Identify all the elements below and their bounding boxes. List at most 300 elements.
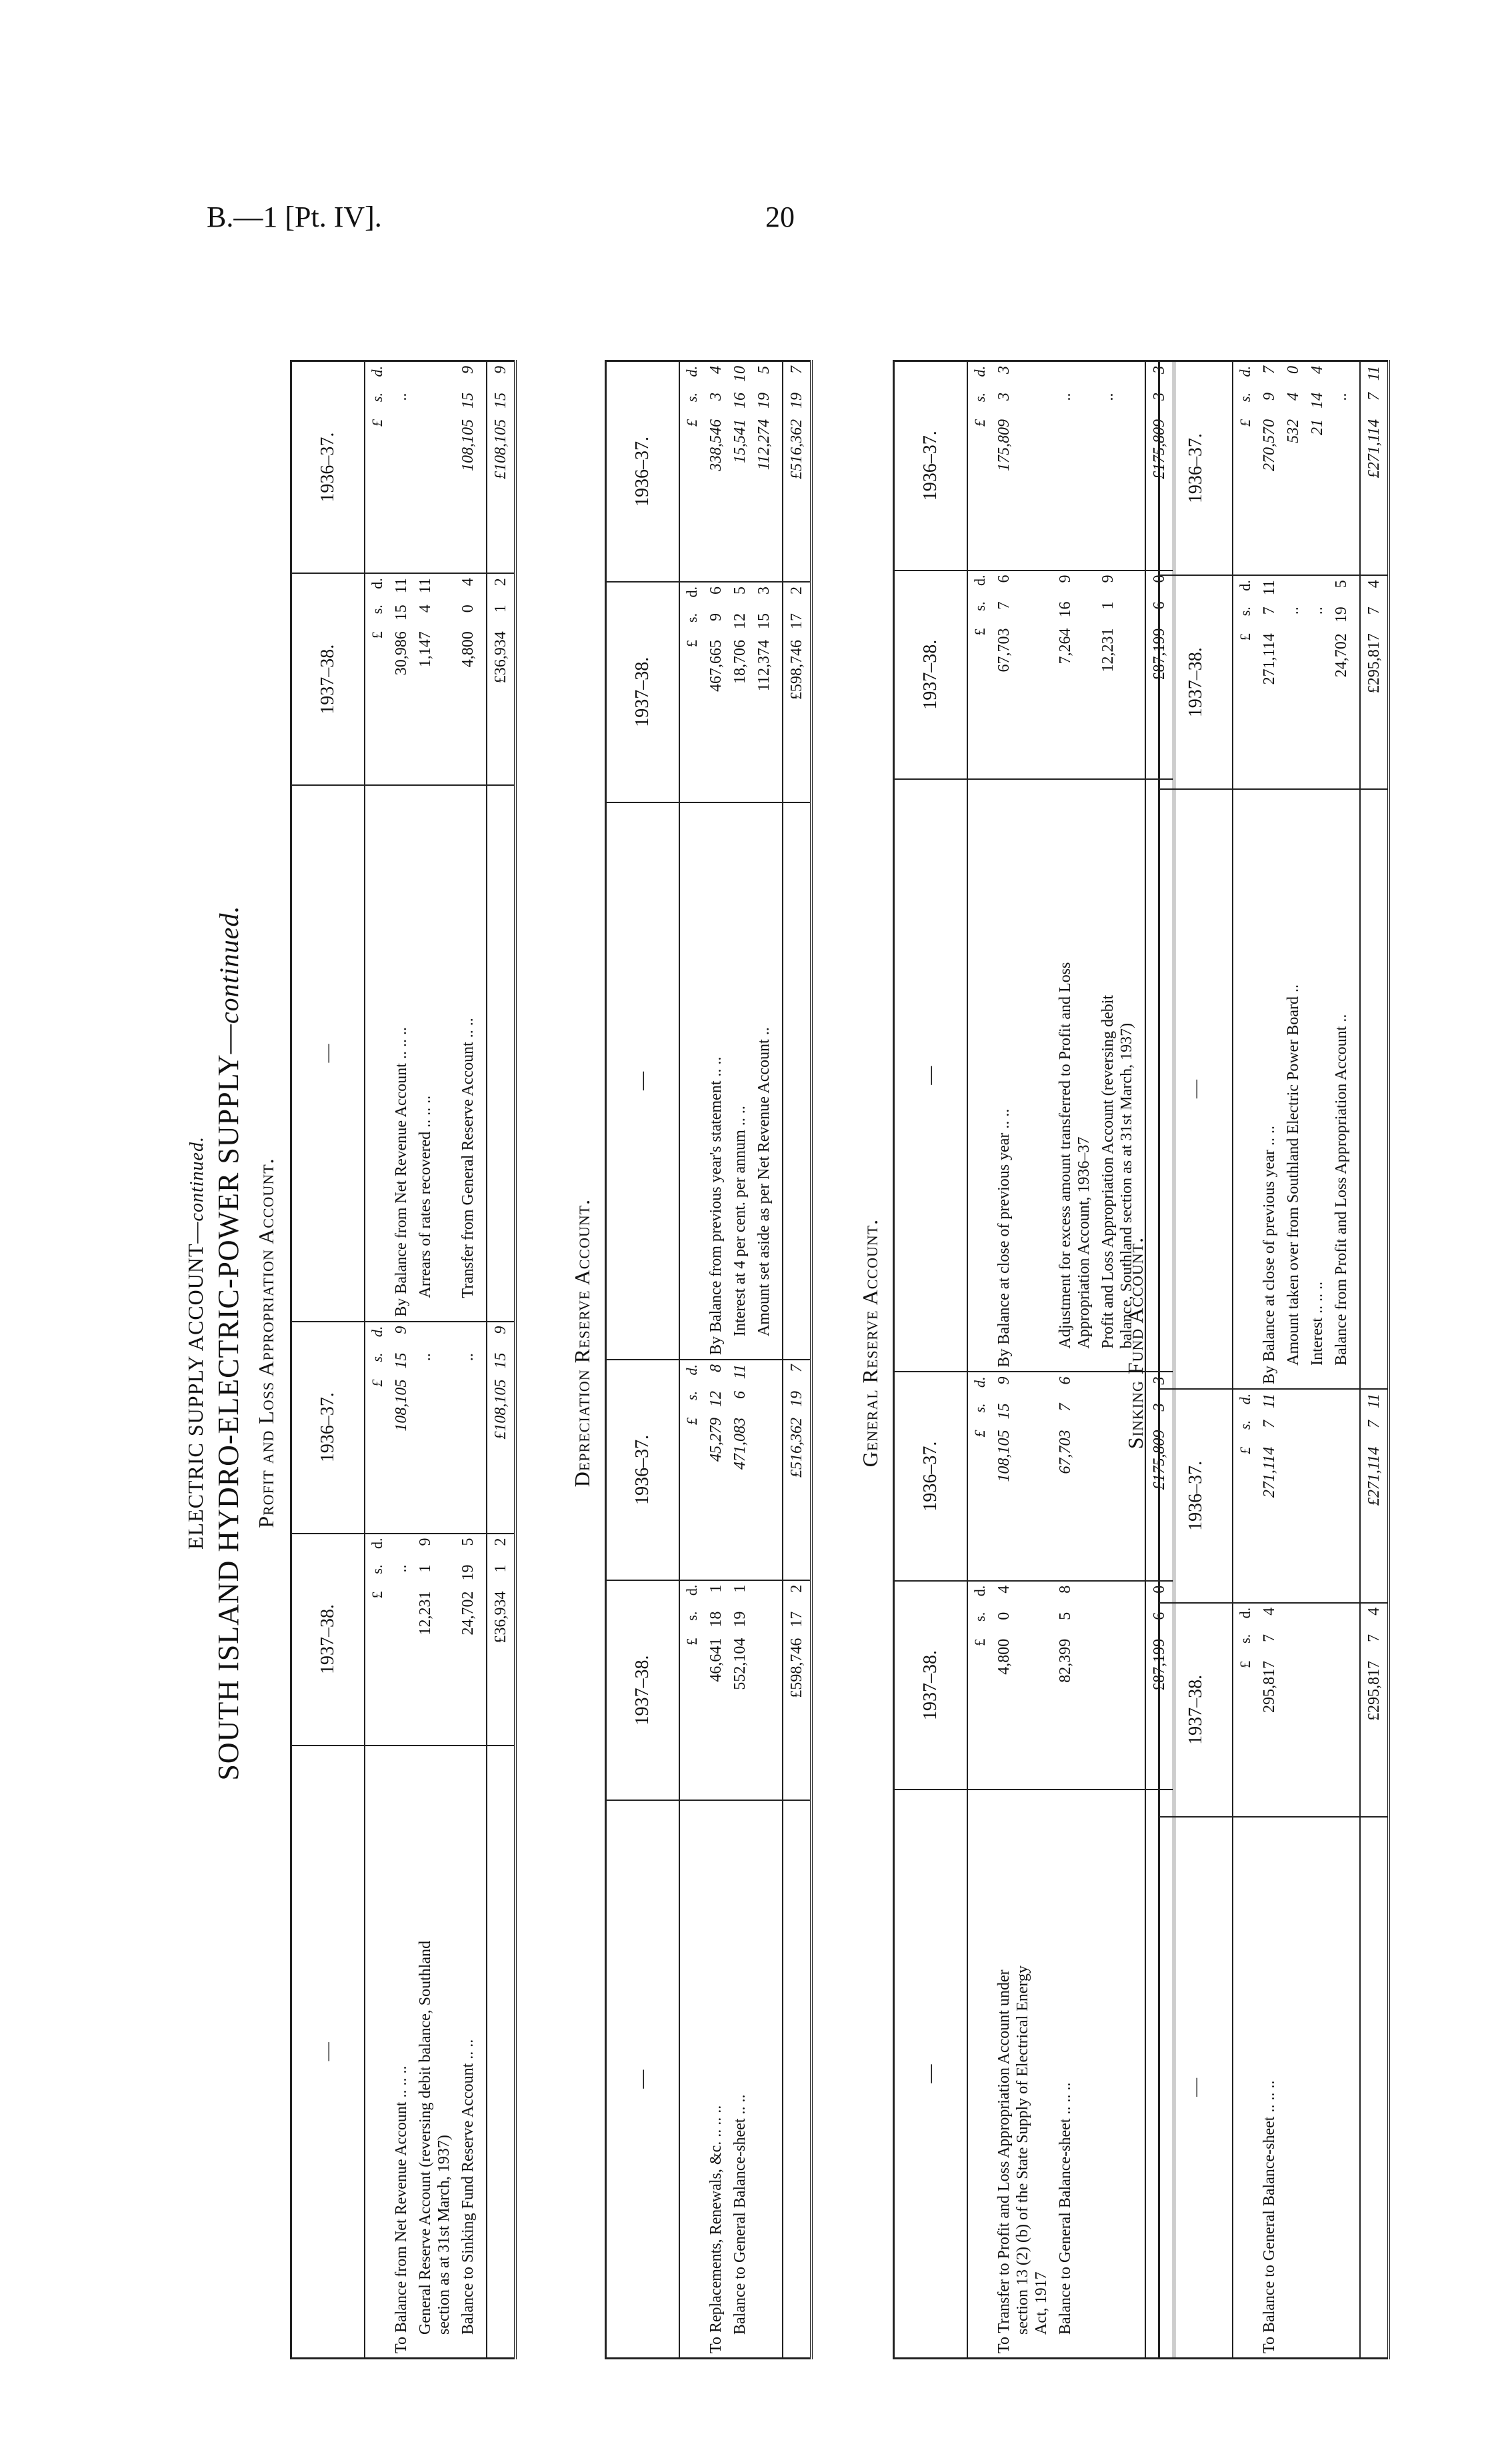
particulars-line: Adjustment for excess amount transferred to Profit and Loss (1057, 962, 1074, 1349)
amount-pence: 9 (1057, 575, 1074, 583)
unit-unit_l: £ (1237, 419, 1253, 427)
amount-pounds: 67,703 (1057, 1430, 1074, 1474)
amount-pence (1284, 580, 1303, 607)
credit-total-1937-38 (1360, 575, 1389, 789)
amount-pounds: 338,546 (707, 419, 725, 471)
unit-unit_l: £ (369, 419, 385, 427)
spacer (487, 1746, 515, 2359)
main-title (183, 327, 208, 2359)
particulars-line: section 13 (2) (b) of the State Supply of Electrical Energy (1014, 1965, 1031, 2335)
spacer (480, 573, 487, 785)
column-header-year2: 1936–37. (606, 1360, 680, 1580)
amount-pence: 4 (995, 1585, 1013, 1594)
amount-pence: 7 (788, 1364, 805, 1373)
unit-unit_l: £ (369, 631, 385, 639)
total-row (783, 361, 811, 2359)
amount-pounds: 7,264 (1057, 628, 1074, 664)
credit-total-1937-38 (783, 582, 811, 802)
particulars-credit (992, 779, 1053, 1372)
amount-shillings: 19 (788, 393, 805, 409)
subtitle (211, 327, 245, 2359)
particulars-line: Interest at 4 per cent. per annum .. .. (731, 1106, 749, 1337)
spacer (776, 1360, 783, 1580)
unit-unit_d: d. (971, 575, 988, 587)
credit-1936-37 (1257, 361, 1281, 576)
subtitle-italic: continued. (214, 905, 244, 1024)
table-profit-loss (290, 360, 517, 2359)
amount-pence (1099, 366, 1117, 393)
amount-pence: 9 (393, 1326, 410, 1334)
amount-shillings: 15 (492, 1352, 509, 1369)
column-header-year2: 1936–37. (291, 1322, 365, 1534)
debit-1936-37 (1053, 1372, 1096, 1580)
amount-shillings: 15 (393, 1352, 410, 1369)
column-header-year2: 1936–37. (1159, 361, 1233, 576)
spacer (776, 802, 783, 1360)
credit-total-1936-37 (1360, 361, 1389, 576)
credit-total-1936-37 (487, 361, 515, 574)
particulars-credit (1281, 789, 1305, 1389)
unit-unit_d: d. (369, 366, 385, 377)
particulars-line: Balance to General Balance-sheet .. .. .. (1057, 2082, 1074, 2335)
debit-total-1937-38 (1360, 1603, 1389, 1817)
column-header-row (606, 361, 680, 2359)
amount-pounds: 271,114 (1261, 633, 1278, 685)
credit-1936-37 (1305, 361, 1329, 576)
debit-1936-37 (728, 1360, 752, 1580)
amount-shillings: 19 (459, 1564, 477, 1581)
amount-pence (459, 1326, 477, 1353)
credit-1937-38 (1329, 575, 1353, 789)
unit-row (1233, 361, 1257, 2359)
subtitle-text: SOUTH ISLAND HYDRO-ELECTRIC-POWER SUPPLY— (212, 1024, 245, 1781)
debit-total-1936-37 (783, 1360, 811, 1580)
amount-pounds: 24,702 (1333, 633, 1350, 678)
unit-unit_d: d. (1237, 366, 1253, 377)
particulars-debit (456, 1746, 480, 2359)
amount-shillings: 4 (417, 605, 434, 613)
unit-unit_d: d. (1237, 1393, 1253, 1405)
spacer (480, 1322, 487, 1534)
amount-pounds: 18,706 (731, 639, 749, 684)
amount-pence: 11 (393, 578, 410, 594)
column-header-dash: — (606, 1800, 680, 2358)
spacer (752, 1360, 776, 1580)
amount-pounds: £271,114 (1365, 419, 1383, 479)
debit-1936-37 (704, 1360, 728, 1580)
amount-pounds: £295,817 (1365, 1660, 1383, 1721)
column-header-dash: — (291, 1746, 365, 2359)
amount-pounds (392, 419, 411, 493)
spacer (1360, 789, 1389, 1389)
unit-unit_d: d. (1237, 580, 1253, 591)
credit-1937-38 (704, 582, 728, 802)
amount-shillings: 12 (707, 1391, 725, 1408)
spacer (1353, 1603, 1360, 1817)
particulars-credit (1329, 789, 1353, 1389)
particulars-credit (1257, 789, 1281, 1389)
amount-pounds (1284, 633, 1303, 706)
unit-unit_d: d. (971, 1585, 988, 1597)
credit-1936-37 (413, 361, 456, 574)
amount-shillings: 15 (459, 393, 477, 409)
amount-pounds (1332, 419, 1351, 493)
debit-1936-37 (413, 1322, 456, 1534)
amount-shillings: 16 (731, 393, 749, 409)
column-header-dash: — (1159, 1817, 1233, 2359)
credit-1937-38 (456, 573, 480, 785)
amount-pence: 7 (1261, 366, 1278, 374)
amount-pence (1332, 366, 1351, 393)
amount-pounds: 112,374 (755, 639, 773, 692)
spacer (1353, 575, 1360, 789)
unit-unit_l: £ (971, 1430, 988, 1438)
debit-1937-38 (728, 1580, 752, 1801)
column-header-year1: 1937–38. (606, 582, 680, 802)
unit-unit_d: d. (971, 1376, 988, 1388)
amount-shillings: 6 (731, 1391, 749, 1400)
amount-shillings: .. (1099, 393, 1117, 401)
spacer (776, 361, 783, 582)
amount-pounds: £108,105 (492, 1379, 509, 1440)
amount-shillings: 1 (492, 1564, 509, 1573)
amount-pence: 5 (1333, 580, 1350, 589)
rotated-content (170, 327, 1383, 2359)
amount-shillings: .. (459, 1352, 477, 1361)
amount-pounds: 108,105 (393, 1379, 410, 1432)
amount-shillings: 17 (788, 613, 805, 629)
amount-pounds: 112,274 (755, 419, 773, 471)
credit-total-1937-38 (487, 573, 515, 785)
credit-1937-38 (1281, 575, 1305, 789)
spacer (1233, 789, 1257, 1389)
amount-shillings: 4 (1285, 393, 1302, 401)
unit-unit_d: d. (683, 1364, 700, 1376)
amount-shillings: 17 (788, 1611, 805, 1628)
unit-header (1233, 575, 1257, 789)
amount-pounds: 12,231 (1099, 628, 1117, 672)
page-code: B.—1 [Pt. IV]. (207, 201, 382, 233)
amount-shillings: 15 (393, 605, 410, 621)
amount-pounds: £36,934 (492, 631, 509, 684)
amount-shillings: 6 (1151, 601, 1168, 610)
amount-shillings: 3 (995, 393, 1013, 401)
column-header-row (894, 361, 968, 2359)
amount-shillings: 3 (1151, 393, 1168, 401)
spacer (480, 361, 487, 574)
amount-pence: 6 (1057, 1376, 1074, 1385)
amount-pounds: £108,105 (492, 419, 509, 479)
amount-pence: 4 (1261, 1607, 1278, 1616)
amount-pence: 0 (1151, 575, 1168, 583)
amount-pounds: 552,104 (731, 1638, 749, 1690)
amount-pence (392, 1538, 411, 1565)
amount-pounds (392, 1592, 411, 1665)
unit-unit_s: s. (683, 613, 700, 623)
amount-pounds: £516,362 (788, 419, 805, 479)
amount-pence: 10 (731, 366, 749, 382)
unit-unit_s: s. (683, 1611, 700, 1621)
table-row (1257, 361, 1281, 2359)
amount-pounds: 4,800 (459, 631, 477, 668)
unit-header (967, 1581, 992, 1790)
amount-shillings: 1 (417, 1564, 434, 1573)
amount-pence: 3 (995, 366, 1013, 374)
amount-shillings: .. (1333, 393, 1350, 401)
amount-pounds: 532 (1285, 419, 1302, 443)
spacer (365, 785, 389, 1321)
credit-1936-37 (992, 361, 1053, 571)
spacer (776, 1800, 783, 2358)
section-title-profit-loss: Profit and Loss Appropriation Account. (254, 1158, 278, 1528)
amount-pounds: £175,809 (1151, 1430, 1168, 1490)
credit-1937-38 (1053, 571, 1096, 779)
amount-pounds: 45,279 (707, 1418, 725, 1462)
amount-shillings: 5 (1057, 1612, 1074, 1620)
spacer (1281, 1603, 1305, 1817)
amount-pence (416, 1326, 435, 1353)
amount-pence: 2 (788, 586, 805, 595)
unit-unit_s: s. (683, 393, 700, 403)
unit-unit_d: d. (369, 1326, 385, 1338)
amount-pence: 9 (492, 1326, 509, 1334)
unit-row (365, 361, 389, 2359)
amount-pence: 4 (1365, 1607, 1383, 1616)
particulars-credit (389, 785, 413, 1321)
amount-shillings: 15 (995, 1403, 1013, 1420)
unit-header (679, 582, 704, 802)
amount-shillings: 7 (1261, 1634, 1278, 1642)
unit-header (967, 571, 992, 779)
debit-total-1936-37 (487, 1322, 515, 1534)
main-title-text: ELECTRIC SUPPLY ACCOUNT— (183, 1221, 207, 1550)
unit-unit_d: d. (683, 366, 700, 377)
unit-row (967, 361, 992, 2359)
column-header-dash: — (894, 779, 968, 1372)
particulars-line: To Balance to General Balance-sheet .. .. .. (1261, 2080, 1278, 2353)
unit-unit_l: £ (683, 1418, 700, 1426)
column-header-year1: 1937–38. (606, 1580, 680, 1801)
table-row (1053, 361, 1096, 2359)
amount-pence: 2 (492, 578, 509, 587)
unit-header (365, 1534, 389, 1746)
debit-1936-37 (389, 1322, 413, 1534)
unit-header (365, 361, 389, 574)
amount-pounds: 21 (1309, 419, 1326, 435)
column-header-year1: 1937–38. (894, 571, 968, 779)
section-title-depreciation: Depreciation Reserve Account. (570, 1198, 594, 1488)
unit-header (967, 1372, 992, 1580)
amount-pounds: 108,105 (459, 419, 477, 471)
credit-1936-37 (456, 361, 480, 574)
particulars-credit (456, 785, 480, 1321)
spacer (480, 785, 487, 1321)
particulars-credit (1053, 779, 1096, 1372)
debit-1937-38 (704, 1580, 728, 1801)
credit-total-1936-37 (783, 361, 811, 582)
amount-pence (1308, 580, 1327, 607)
particulars-line: Act, 1917 (1033, 2271, 1050, 2335)
particulars-debit (1053, 1790, 1096, 2358)
table-row (456, 361, 480, 2359)
column-header-dash: — (1159, 789, 1233, 1389)
unit-unit_s: s. (971, 393, 988, 403)
column-header-year1: 1937–38. (1159, 1603, 1233, 1817)
amount-pence: 11 (1261, 580, 1278, 596)
unit-header (679, 1580, 704, 1801)
unit-row (679, 361, 704, 2359)
spacer (1353, 789, 1360, 1389)
spacer (1353, 1817, 1360, 2359)
amount-pounds (1099, 419, 1117, 493)
amount-pounds: 108,105 (995, 1430, 1013, 1482)
table-row (1305, 361, 1329, 2359)
unit-unit_s: s. (1237, 607, 1253, 616)
amount-pounds (459, 1380, 477, 1453)
spacer (480, 1746, 487, 2359)
credit-1937-38 (1305, 575, 1329, 789)
spacer (1281, 1389, 1305, 1603)
amount-shillings: .. (1057, 393, 1074, 401)
particulars-line: Transfer from General Reserve Account .. .. (459, 1018, 477, 1298)
amount-pence: 9 (417, 1538, 434, 1546)
amount-pounds: 30,986 (393, 631, 410, 676)
amount-pounds: 24,702 (459, 1591, 477, 1636)
amount-shillings: 9 (707, 613, 725, 621)
spacer (679, 802, 704, 1360)
amount-shillings: 12 (731, 613, 749, 629)
credit-1937-38 (413, 573, 456, 785)
amount-shillings: 6 (1151, 1612, 1168, 1620)
particulars-debit (413, 1746, 456, 2359)
unit-unit_l: £ (971, 1638, 988, 1646)
particulars-line: Amount taken over from Southland Electric Power Board .. (1285, 984, 1302, 1366)
credit-1937-38 (752, 582, 776, 802)
unit-unit_s: s. (369, 1352, 385, 1362)
credit-1936-37 (728, 361, 752, 582)
unit-unit_l: £ (1237, 1446, 1253, 1454)
particulars-line: To Transfer to Profit and Loss Appropriation Account under (995, 1969, 1013, 2353)
particulars-line: balance, Southland section as at 31st March, 1937) (1118, 1022, 1135, 1349)
amount-pence: 4 (459, 578, 477, 587)
amount-pence: 0 (1151, 1585, 1168, 1594)
unit-header (967, 361, 992, 571)
credit-1936-37 (389, 361, 413, 574)
column-header-year2: 1936–37. (1159, 1389, 1233, 1603)
amount-shillings: 14 (1309, 393, 1326, 409)
particulars-debit (1257, 1817, 1281, 2359)
unit-unit_l: £ (683, 639, 700, 647)
spacer-row (776, 361, 783, 2359)
spacer (487, 785, 515, 1321)
amount-pounds: 270,570 (1261, 419, 1278, 471)
amount-pounds: 67,703 (995, 628, 1013, 672)
amount-pence: 11 (417, 578, 434, 594)
spacer (1305, 1389, 1329, 1603)
particulars-debit (728, 1800, 752, 2358)
unit-unit_s: s. (683, 1391, 700, 1401)
column-header-year1: 1937–38. (291, 1534, 365, 1746)
amount-shillings: 7 (1365, 1420, 1383, 1428)
column-header-year2: 1936–37. (291, 361, 365, 574)
amount-shillings: 18 (707, 1611, 725, 1628)
column-header-year2: 1936–37. (894, 361, 968, 571)
amount-pounds: 12,231 (417, 1591, 434, 1636)
amount-shillings: 0 (995, 1612, 1013, 1620)
amount-shillings: 1 (1099, 601, 1117, 610)
amount-pence: 1 (731, 1584, 749, 1593)
unit-unit_s: s. (1237, 1634, 1253, 1644)
amount-pounds: £271,114 (1365, 1446, 1383, 1506)
particulars-line: Amount set aside as per Net Revenue Account .. (755, 1027, 773, 1337)
amount-shillings: 7 (1365, 607, 1383, 615)
spacer (1353, 361, 1360, 576)
credit-1936-37 (704, 361, 728, 582)
column-header-year1: 1937–38. (291, 573, 365, 785)
amount-pounds: £516,362 (788, 1418, 805, 1478)
credit-1936-37 (1281, 361, 1305, 576)
amount-pence: 11 (731, 1364, 749, 1380)
unit-unit_d: d. (683, 586, 700, 598)
debit-total-1937-38 (487, 1534, 515, 1746)
spacer (365, 1746, 389, 2359)
particulars-debit (992, 1790, 1053, 2358)
amount-pence: 2 (492, 1538, 509, 1546)
table-depreciation (605, 360, 813, 2359)
amount-shillings: 1 (492, 605, 509, 613)
spacer (1353, 1389, 1360, 1603)
amount-shillings: 7 (1261, 1420, 1278, 1428)
amount-pence: 2 (788, 1584, 805, 1593)
debit-1937-38 (456, 1534, 480, 1746)
particulars-line: section as at 31st March, 1937) (435, 2135, 453, 2335)
amount-shillings: 19 (731, 1611, 749, 1628)
amount-shillings: 19 (788, 1391, 805, 1408)
amount-shillings: .. (393, 1564, 410, 1573)
spacer (1329, 1603, 1353, 1817)
section-title-general-reserve: General Reserve Account. (858, 1218, 882, 1468)
spacer (1360, 1817, 1389, 2359)
total-row (487, 361, 515, 2359)
amount-pounds (416, 1380, 435, 1453)
particulars-line: Balance to Sinking Fund Reserve Account .. .. (459, 2039, 477, 2335)
debit-1937-38 (389, 1534, 413, 1746)
amount-pounds: £36,934 (492, 1591, 509, 1644)
amount-pounds: £87,199 (1151, 1638, 1168, 1691)
debit-total-1936-37 (1360, 1389, 1389, 1603)
unit-header (679, 361, 704, 582)
particulars-credit (704, 802, 728, 1360)
amount-pounds: 271,114 (1261, 1446, 1278, 1498)
amount-pence (392, 366, 411, 393)
particulars-line: By Balance from previous year's statement .. .. (707, 1056, 725, 1356)
table-row (752, 361, 776, 2359)
particulars-line: By Balance from Net Revenue Account .. .. .. (393, 1027, 410, 1317)
spacer (967, 779, 992, 1372)
particulars-line: General Reserve Account (reversing debit balance, Southland (417, 1940, 434, 2335)
debit-1937-38 (413, 1534, 456, 1746)
amount-pence: 4 (1309, 366, 1326, 374)
spacer (752, 1580, 776, 1801)
unit-unit_s: s. (1237, 393, 1253, 403)
debit-1937-38 (992, 1581, 1053, 1790)
amount-pence: 6 (707, 586, 725, 595)
credit-1936-37 (1053, 361, 1096, 571)
amount-pounds: £295,817 (1365, 633, 1383, 694)
amount-shillings: .. (1309, 607, 1326, 615)
column-header-dash: — (291, 785, 365, 1321)
unit-unit_l: £ (1237, 633, 1253, 641)
